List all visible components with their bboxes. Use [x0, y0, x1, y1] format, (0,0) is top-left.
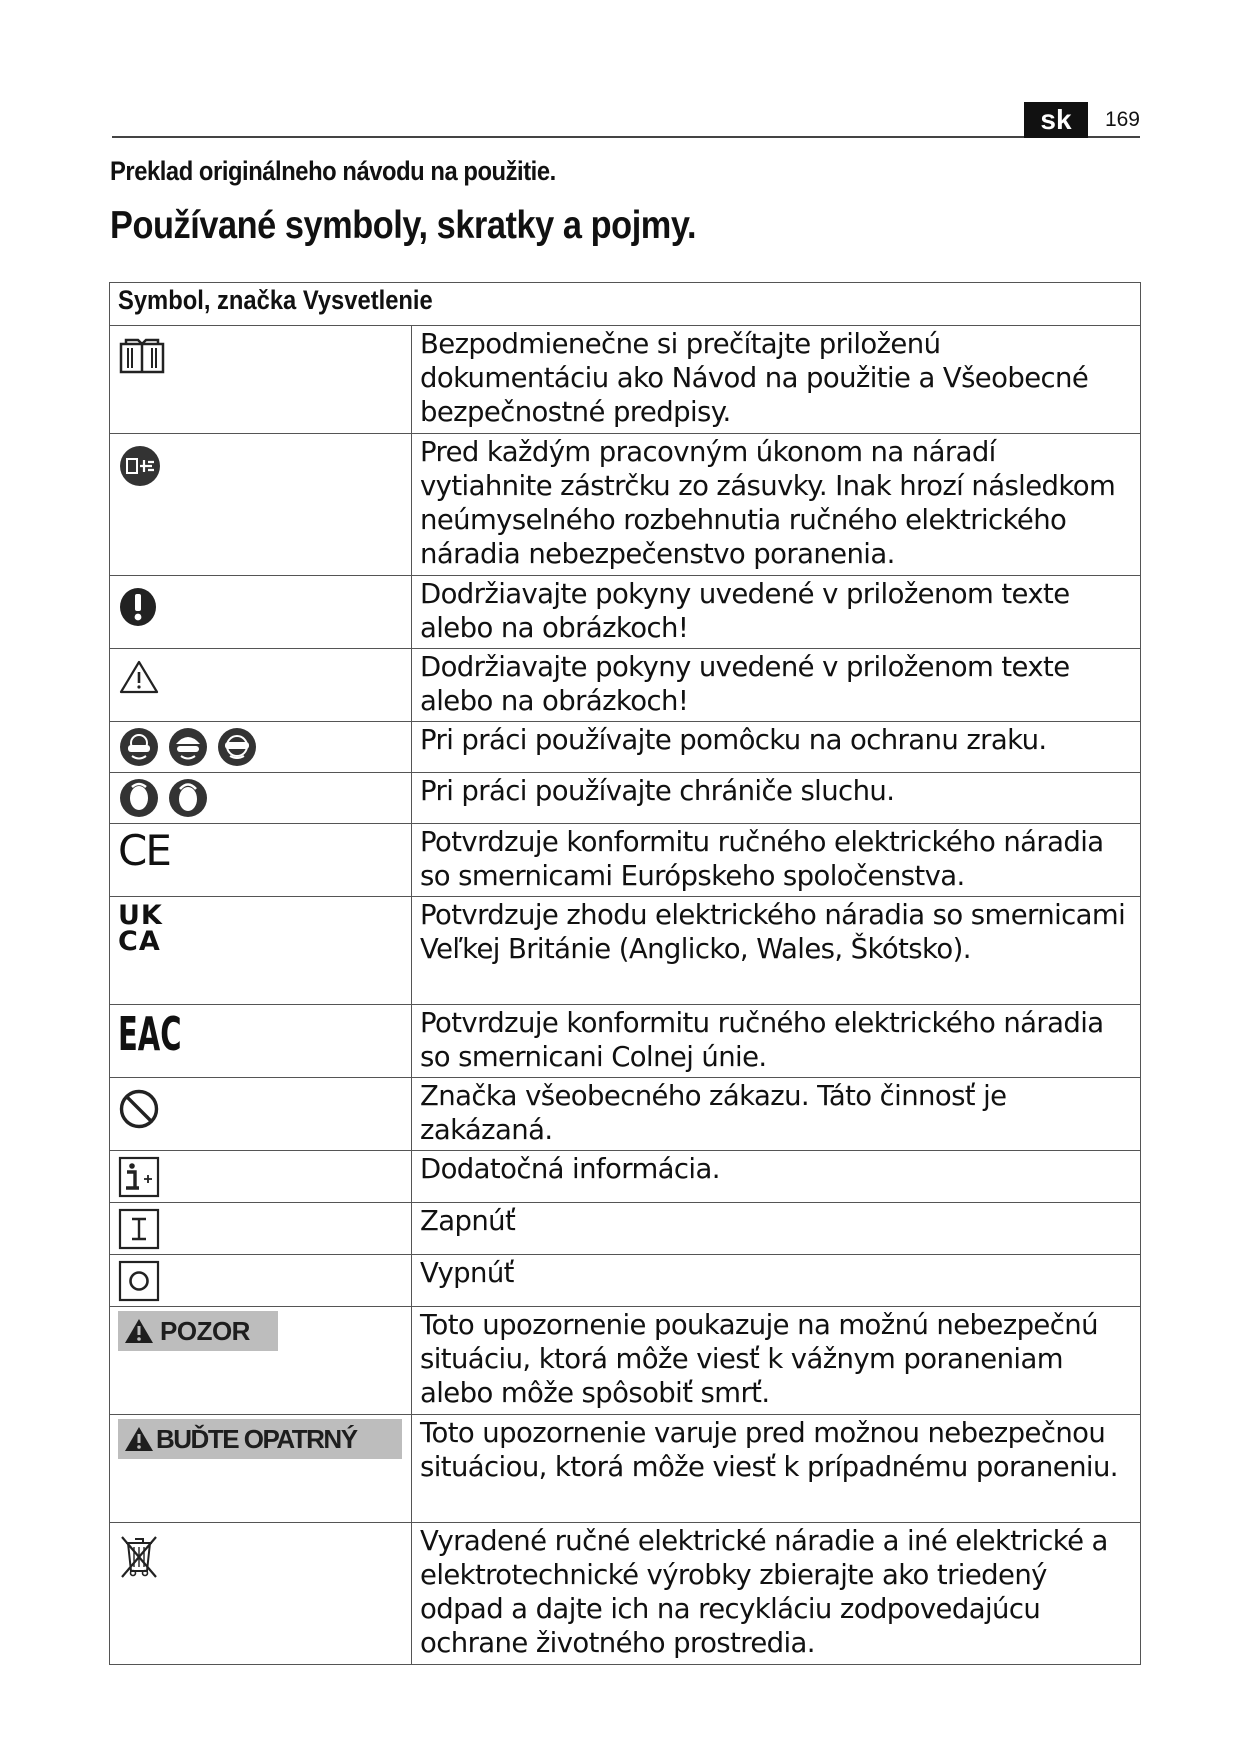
pozor-badge — [118, 1311, 278, 1351]
table-row — [110, 649, 1141, 722]
eye-protection-icons — [118, 726, 258, 768]
description-cell: Vypnúť — [412, 1255, 1141, 1307]
symbol-cell — [110, 1203, 412, 1255]
language-badge: sk — [1024, 102, 1088, 138]
ukca-mark-uk: UK — [118, 900, 163, 931]
description-cell: Dodržiavajte pokyny uvedené v priloženom texte alebo na obrázkoch! — [412, 649, 1141, 722]
document-subtitle: Preklad originálneho návodu na použitie. — [110, 156, 556, 186]
description-cell: Potvrdzuje zhodu elektrického náradia so smernicami Veľkej Británie (Anglicko, Wales, Škótsko). — [412, 897, 1141, 1005]
symbol-cell — [110, 897, 412, 1005]
symbol-cell — [110, 649, 412, 722]
description-cell: Potvrdzuje konformitu ručného elektrického náradia so smernicani Colnej únie. — [412, 1005, 1141, 1078]
page-header — [112, 102, 1140, 138]
table-header-row — [110, 283, 1141, 326]
section-title: Používané symboly, skratky a pojmy. — [110, 204, 697, 247]
symbol-cell — [110, 1255, 412, 1307]
symbol-cell — [110, 1151, 412, 1203]
description-cell: Pri práci používajte pomôcku na ochranu zraku. — [412, 722, 1141, 773]
description-cell: Potvrdzuje konformitu ručného elektrického náradia so smernicami Európskeho spoločenstva. — [412, 824, 1141, 897]
symbol-cell — [110, 1005, 412, 1078]
description-cell: Dodatočná informácia. — [412, 1151, 1141, 1203]
manual-book-icon — [118, 336, 166, 376]
description-cell: Toto upozornenie varuje pred možnou nebezpečnou situáciou, ktorá môže viesť k prípadnému poraneniu. — [412, 1415, 1141, 1523]
table-row — [110, 1151, 1141, 1203]
table-row — [110, 434, 1141, 576]
description-cell: Vyradené ručné elektrické náradie a iné elektrické a elektrotechnické výrobky zbierajte ako triedený odpad a dajte ich na recykláciu zodpovedajúcu ochrane životného prostredia. — [412, 1523, 1141, 1665]
symbol-cell — [110, 824, 412, 897]
table-row — [110, 824, 1141, 897]
description-cell: Značka všeobecného zákazu. Táto činnosť je zakázaná. — [412, 1078, 1141, 1151]
ukca-mark — [118, 900, 403, 957]
budte-opatrny-badge-label: BUĎTE OPATRNÝ — [156, 1423, 357, 1454]
description-cell: Bezpodmienečne si prečítajte priloženú dokumentáciu ako Návod na použitie a Všeobecné bezpečnostné predpisy. — [412, 326, 1141, 434]
table-row — [110, 1078, 1141, 1151]
table-row — [110, 773, 1141, 824]
ear-protection-icons — [118, 777, 210, 819]
table-row — [110, 1203, 1141, 1255]
warning-triangle-icon — [124, 1426, 154, 1452]
pozor-badge-label: POZOR — [160, 1315, 250, 1346]
description-cell: Pred každým pracovným úkonom na náradí vytiahnite zástrčku zo zásuvky. Inak hrozí následkom neúmyselného rozbehnutia ručného elektrického náradia nebezpečenstvo poranenia. — [412, 434, 1141, 576]
table-row — [110, 722, 1141, 773]
table-row — [110, 1005, 1141, 1078]
description-cell: Dodržiavajte pokyny uvedené v priloženom texte alebo na obrázkoch! — [412, 576, 1141, 649]
symbol-cell — [110, 722, 412, 773]
ce-mark: CE — [118, 826, 170, 875]
table-row — [110, 1523, 1141, 1665]
table-header — [110, 283, 1141, 326]
table-row — [110, 576, 1141, 649]
page-number: 169 — [1104, 108, 1140, 131]
symbol-cell — [110, 434, 412, 576]
table-row — [110, 897, 1141, 1005]
symbol-cell — [110, 773, 412, 824]
warning-triangle-icon — [124, 1318, 154, 1344]
ukca-mark-ca: CA — [118, 926, 161, 957]
header-rule — [112, 136, 1140, 138]
prohibition-icon — [118, 1088, 160, 1130]
description-cell: Pri práci používajte chrániče sluchu. — [412, 773, 1141, 824]
weee-bin-icon — [118, 1533, 160, 1579]
info-plus-icon — [118, 1156, 160, 1198]
symbol-cell — [110, 576, 412, 649]
table-header-label: Symbol, značka Vysvetlenie — [118, 285, 433, 315]
power-on-icon — [118, 1208, 160, 1250]
table-row — [110, 1415, 1141, 1523]
symbol-cell — [110, 1078, 412, 1151]
description-cell: Toto upozornenie poukazuje na možnú nebezpečnú situáciu, ktorá môže viesť k vážnym poraneniam alebo môže spôsobiť smrť. — [412, 1307, 1141, 1415]
table-row — [110, 326, 1141, 434]
description-cell: Zapnúť — [412, 1203, 1141, 1255]
table-row — [110, 1255, 1141, 1307]
symbol-cell — [110, 1307, 412, 1415]
eac-mark: EAC — [118, 1007, 182, 1061]
warning-triangle-icon — [118, 659, 160, 695]
symbols-table — [109, 282, 1141, 1665]
symbol-cell — [110, 326, 412, 434]
exclamation-circle-icon — [118, 586, 158, 628]
symbol-cell — [110, 1523, 412, 1665]
budte-opatrny-badge — [118, 1419, 402, 1459]
power-off-icon — [118, 1260, 160, 1302]
unplug-icon — [118, 444, 162, 488]
table-row — [110, 1307, 1141, 1415]
symbol-cell — [110, 1415, 412, 1523]
